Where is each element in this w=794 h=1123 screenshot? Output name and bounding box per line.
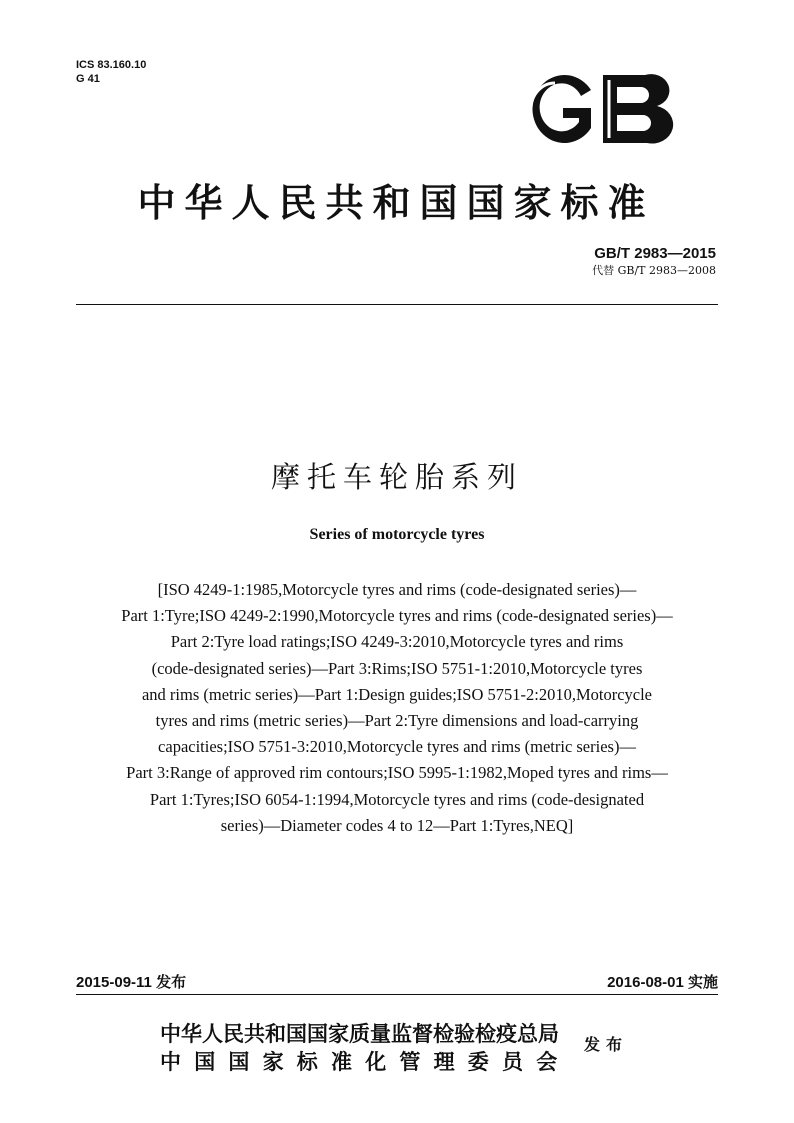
issue-date: 2015-09-11 发布 (76, 974, 187, 991)
iso-equivalence-statement (78, 577, 716, 839)
equivalence-line: Part 2:Tyre load ratings;ISO 4249-3:2010,Motorcycle tyres and rims (170, 632, 624, 652)
equivalence-line: series)—Diameter codes 4 to 12—Part 1:Tyres,NEQ] (220, 815, 574, 835)
national-standard-title: 中华人民共和国国家标准 (137, 181, 655, 225)
equivalence-line: and rims (metric series)—Part 1:Design guides;ISO 5751-2:2010,Motorcycle (141, 684, 653, 704)
standard-number: GB/T 2983—2015 (594, 245, 716, 262)
equivalence-line: (code-designated series)—Part 3:Rims;ISO 5751-1:2010,Motorcycle tyres (151, 658, 643, 678)
document-title-cn: 摩托车轮胎系列 (270, 460, 523, 494)
issuer-sac: 中国国家标准化管理委员会 (160, 1050, 571, 1074)
implementation-date: 2016-08-01 实施 (607, 974, 718, 991)
equivalence-line: Part 1:Tyre;ISO 4249-2:1990,Motorcycle tyres and rims (code-designated series)— (121, 606, 673, 626)
equivalence-line: capacities;ISO 5751-3:2010,Motorcycle tyres and rims (metric series)— (158, 737, 636, 757)
gb-logo (517, 70, 677, 148)
footer-divider (76, 994, 718, 995)
replaces-standard: 代替 GB/T 2983—2008 (592, 264, 716, 277)
ics-code: ICS 83.160.10 (76, 59, 147, 71)
classification-codes (76, 58, 146, 86)
equivalence-line: tyres and rims (metric series)—Part 2:Tyre dimensions and load-carrying (155, 711, 639, 731)
publish-label: 发布 (584, 1035, 629, 1054)
equivalence-line: Part 3:Range of approved rim contours;ISO 5995-1:1982,Moped tyres and rims— (126, 763, 668, 783)
header-divider (76, 304, 718, 305)
equivalence-line: [ISO 4249-1:1985,Motorcycle tyres and rims (code-designated series)— (157, 580, 637, 599)
document-title-en: Series of motorcycle tyres (309, 526, 485, 543)
equivalence-line: Part 1:Tyres;ISO 6054-1:1994,Motorcycle tyres and rims (code-designated (149, 789, 645, 809)
issuer-aqsiq: 中华人民共和国国家质量监督检验检疫总局 (160, 1022, 559, 1046)
ccs-code: G 41 (76, 73, 100, 85)
